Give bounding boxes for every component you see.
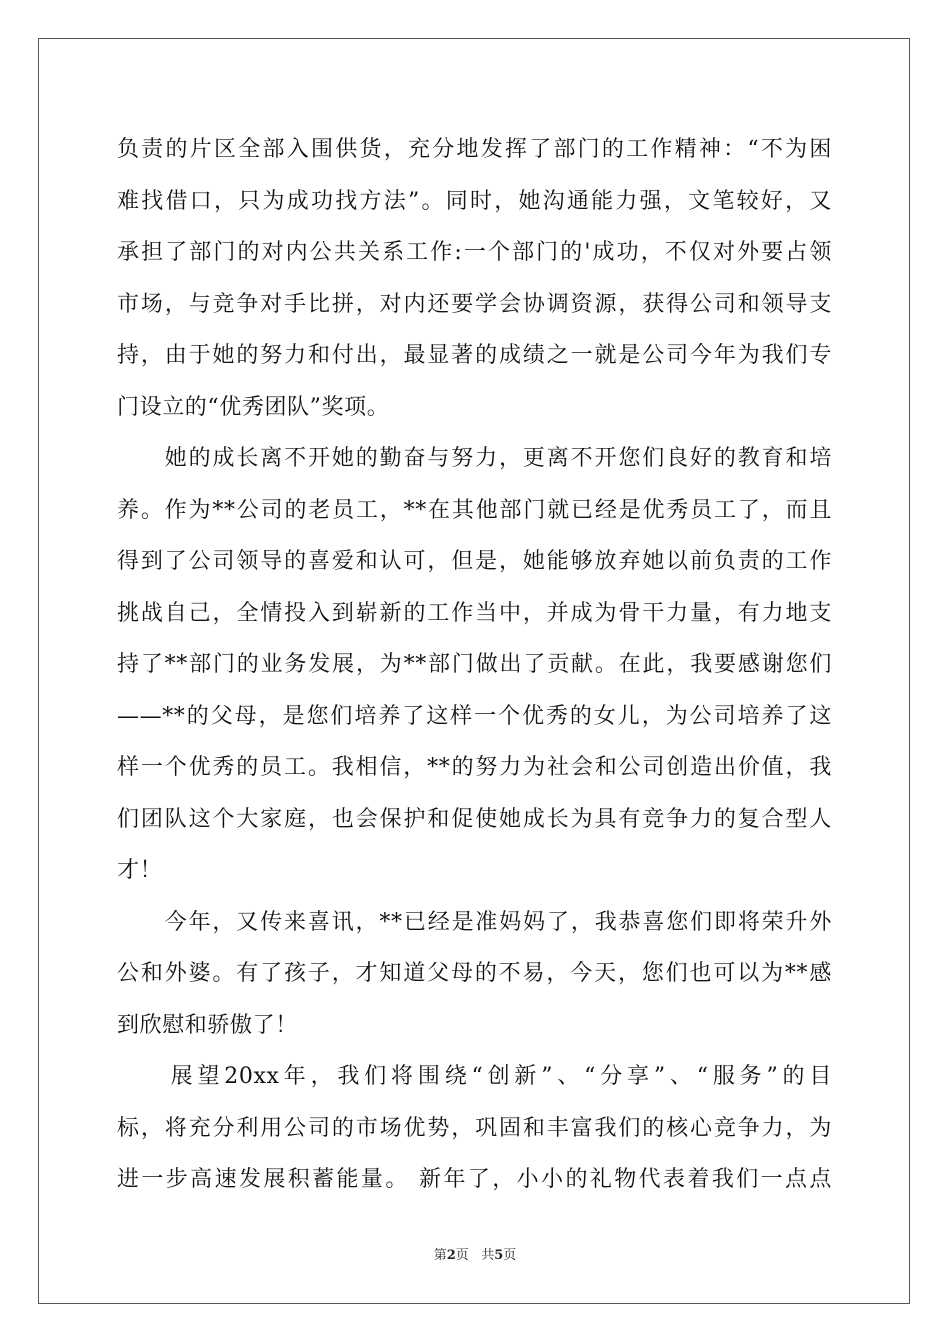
text-line: 挑战自己，全情投入到崭新的工作当中，并成为骨干力量，有力地支 xyxy=(117,600,832,626)
text-line: 进一步高速发展积蓄能量。 新年了，小小的礼物代表着我们一点点 xyxy=(117,1167,832,1192)
text-line: 承担了部门的对内公共关系工作:一个部门的'成功，不仅对外要占领 xyxy=(117,240,832,265)
text-line: 持，由于她的努力和付出，最显著的成绩之一就是公司今年为我们专 xyxy=(117,343,832,368)
text-line: 才！ xyxy=(117,858,163,883)
page-suffix: 页 xyxy=(455,1248,469,1263)
total-suffix: 页 xyxy=(503,1248,517,1263)
text-line: 到欣慰和骄傲了！ xyxy=(117,1012,298,1038)
text-line: 样一个优秀的员工。我相信，**的努力为社会和公司创造出价值，我 xyxy=(117,755,832,780)
text-line: 门设立的“优秀团队”奖项。 xyxy=(117,394,390,420)
text-line: 展望20xx年，我们将围绕“创新”、“分享”、“服务”的目 xyxy=(117,1064,832,1089)
current-page-number: 2 xyxy=(446,1248,456,1263)
text-line: 标，将充分利用公司的市场优势，巩固和丰富我们的核心竞争力，为 xyxy=(117,1115,832,1141)
text-line: 负责的片区全部入围供货，充分地发挥了部门的工作精神：“不为困 xyxy=(117,137,832,162)
text-line: 养。作为**公司的老员工，**在其他部门就已经是优秀员工了，而且 xyxy=(117,497,832,523)
page-prefix: 第 xyxy=(433,1248,447,1263)
text-line: 今年，又传来喜讯，**已经是准妈妈了，我恭喜您们即将荣升外 xyxy=(117,909,832,935)
text-line: 她的成长离不开她的勤奋与努力，更离不开您们良好的教育和培 xyxy=(117,446,832,471)
text-line: ——**的父母，是您们培养了这样一个优秀的女儿，为公司培养了这 xyxy=(117,703,832,729)
total-prefix: 共 xyxy=(481,1248,495,1263)
total-page-count: 5 xyxy=(494,1248,504,1263)
text-line: 们团队这个大家庭，也会保护和促使她成长为具有竞争力的复合型人 xyxy=(117,806,832,832)
text-line: 公和外婆。有了孩子，才知道父母的不易，今天，您们也可以为**感 xyxy=(117,961,832,986)
page-footer xyxy=(0,1244,950,1263)
text-line: 得到了公司领导的喜爱和认可，但是，她能够放弃她以前负责的工作 xyxy=(117,549,832,574)
text-line: 持了**部门的业务发展，为**部门做出了贡献。在此，我要感谢您们 xyxy=(117,652,832,677)
text-line: 难找借口，只为成功找方法”。同时，她沟通能力强，文笔较好，又 xyxy=(117,188,832,214)
document-body xyxy=(117,124,832,1206)
text-line: 市场，与竞争对手比拼，对内还要学会协调资源，获得公司和领导支 xyxy=(117,291,832,317)
